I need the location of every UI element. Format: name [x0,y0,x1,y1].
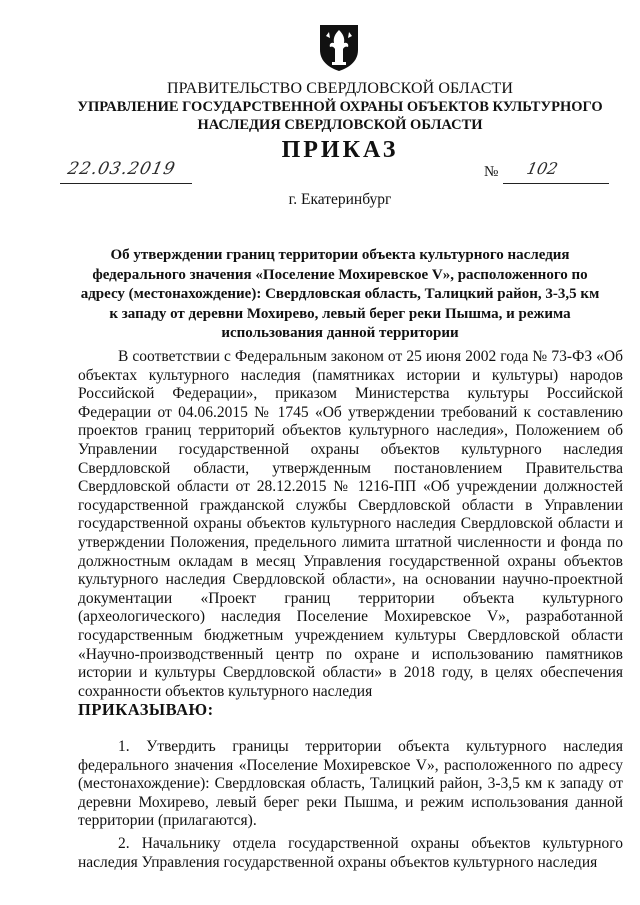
order-date: 22.03.2019 [65,159,178,179]
number-line [503,159,609,184]
city-name: г. Екатеринбург [288,191,392,208]
order-subject: Об утверждении границ территории объекта культурного наследия федерального значения «Поселение Мохиревское V», расположенного по адресу (местонахождение): Свердловская область, Талицкий район, 3-3,5 км к западу от деревни Мохирево, левый берег реки Пышма, и режима использования данной территории [80,247,600,342]
sverdlovsk-coat-of-arms-icon [318,22,360,72]
decree-heading: ПРИКАЗЫВАЮ: [78,700,214,719]
department-name: УПРАВЛЕНИЕ ГОСУДАРСТВЕННОЙ ОХРАНЫ ОБЪЕКТОВ КУЛЬТУРНОГО НАСЛЕДИЯ СВЕРДЛОВСКОЙ ОБЛАСТИ [77,99,603,133]
preamble-paragraph: В соответствии с Федеральным законом от 25 июня 2002 года № 73-ФЗ «Об объектах культурного наследия (памятниках истории и культуры) народов Российской Федерации», приказом Министерства культуры Российской Федерации от 04.06.2015 № 1745 «Об утверждении требований к составлению проектов границ территорий объектов культурного наследия», Положением об Управлении государственной охраны объектов культурного наследия Свердловской области, утвержденным постановлением Правительства Свердловской области от 28.12.2015 № 1216-ПП «Об учреждении должностей государственной гражданской службы Свердловской области в Управлении государственной охраны объектов культурного наследия Свердловской области и утверждении Положения, предельного лимита штатной численности и фонда по должностным окладам в месяц Управления государственной охраны объектов культурного наследия Свердловской области», на основании научно-проектной документации «Проект границ территории объекта культурного (археологического) наследия Поселение Мохиревское V», разработанной государственным бюджетным учреждением культуры Свердловской области «Научно-производственный центр по охране и использованию памятников истории и культуры Свердловской области» в 2018 году, в целях обеспечения сохранности объектов культурного наследия [78,348,623,700]
number-label: № [484,164,499,180]
preamble-block [78,348,623,701]
date-line [60,159,192,184]
order-items [78,738,623,876]
document-type-title: ПРИКАЗ [281,137,399,163]
order-item-2: 2. Начальнику отдела государственной охраны объектов культурного наследия Управления государственной охраны объектов культурного наследия [78,834,623,871]
order-item-1: 1. Утвердить границы территории объекта культурного наследия федерального значения «Поселение Мохиревское V», расположенного по адресу (местонахождение): Свердловская область, Талицкий район, 3-3,5 км к западу от деревни Мохирево, левый берег реки Пышма, и режим использования данной территории (прилагаются). [78,738,623,830]
government-name: ПРАВИТЕЛЬСТВО СВЕРДЛОВСКОЙ ОБЛАСТИ [166,80,514,97]
order-number: 102 [524,159,560,178]
